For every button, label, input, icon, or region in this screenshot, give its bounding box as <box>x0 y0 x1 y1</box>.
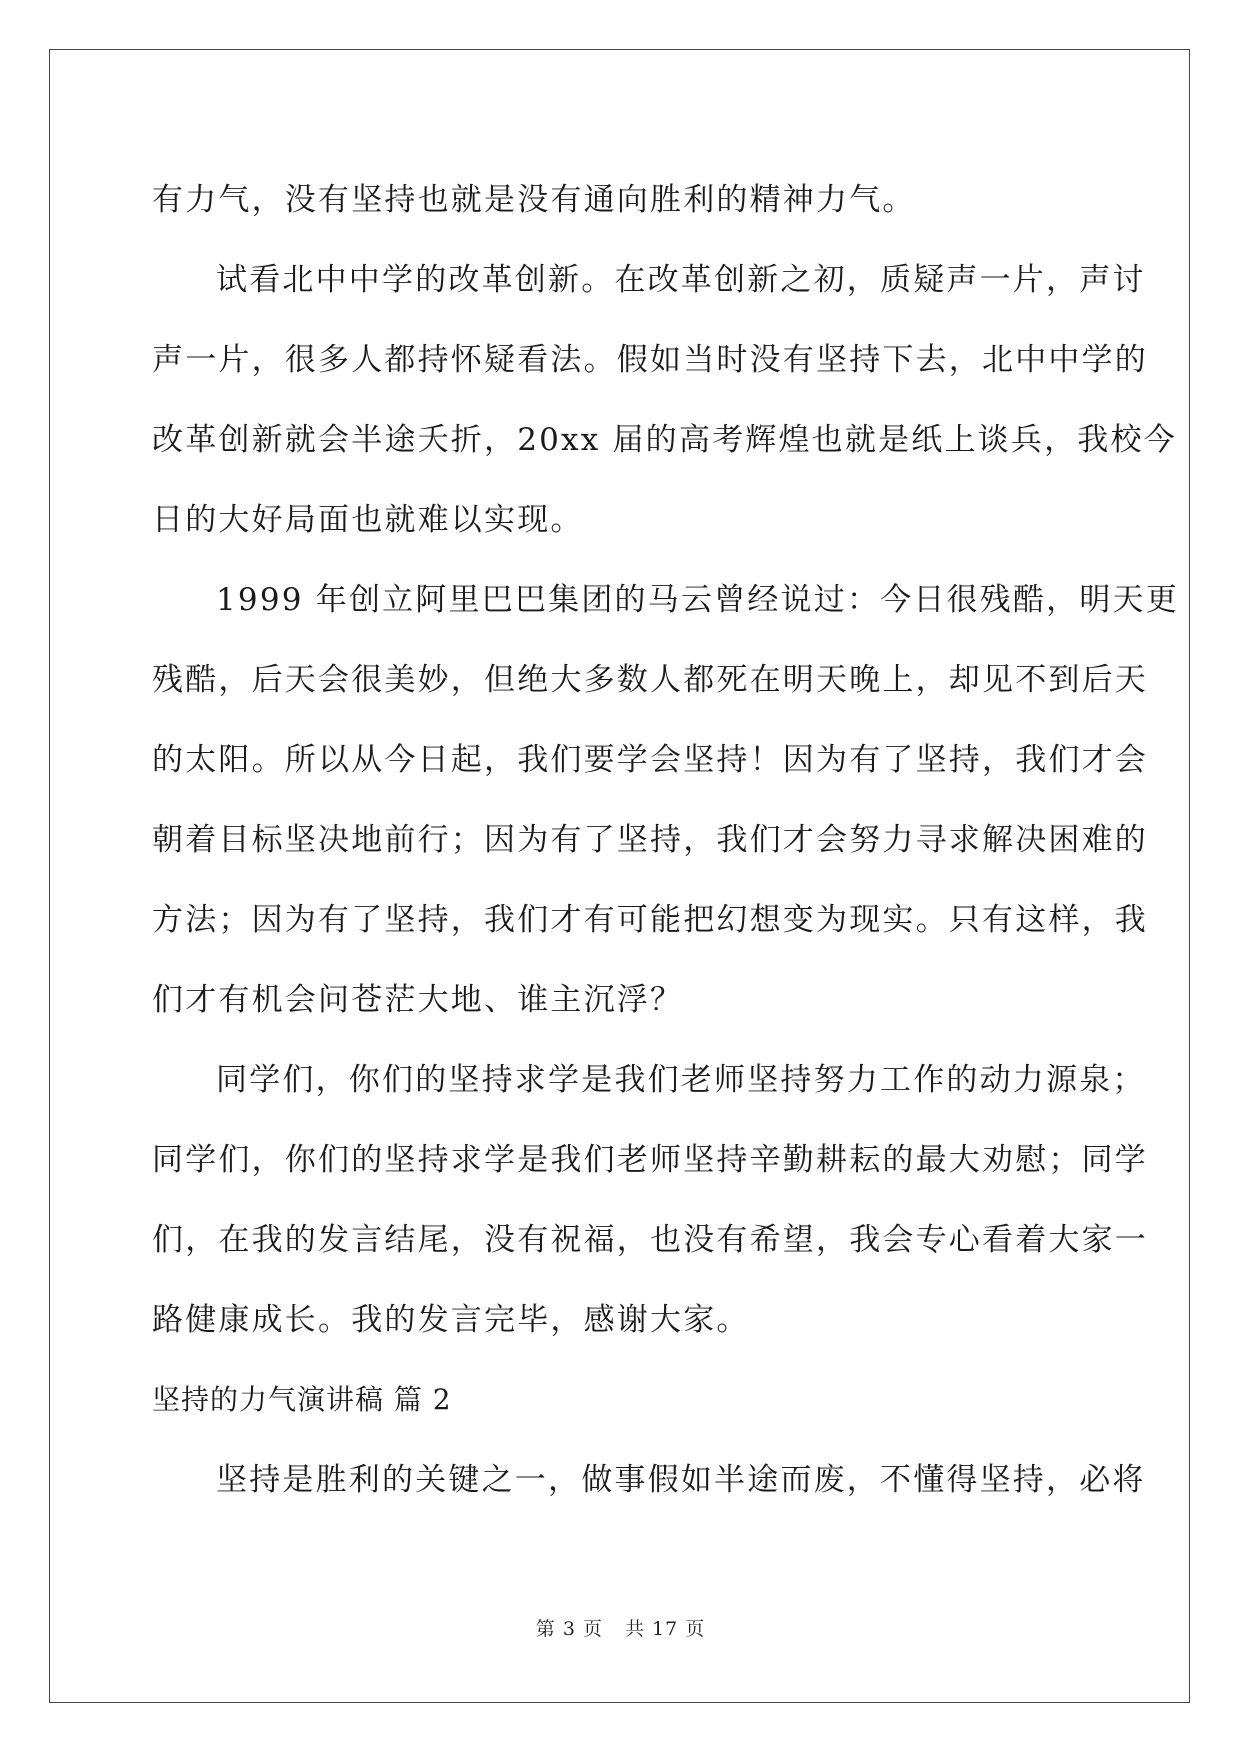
text-line: 日的大好局面也就难以实现。 <box>152 502 584 538</box>
text-line: 同学们，你们的坚持求学是我们老师坚持辛勤耕耘的最大劝慰；同学 <box>152 1142 1148 1178</box>
text-line: 声一片，很多人都持怀疑看法。假如当时没有坚持下去，北中中学的 <box>152 342 1148 378</box>
text-line: 方法；因为有了坚持，我们才有可能把幻想变为现实。只有这样，我 <box>152 902 1148 938</box>
page-number: 第 3 页 <box>535 1618 603 1640</box>
document-body <box>152 160 1179 1520</box>
text-line: 们才有机会问苍茫大地、谁主沉浮？ <box>152 982 684 1018</box>
page-total: 共 17 页 <box>624 1618 706 1640</box>
text-line: 残酷，后天会很美妙，但绝大多数人都死在明天晚上，却见不到后天 <box>152 662 1148 698</box>
section-heading: 坚持的力气演讲稿 篇 2 <box>152 1383 452 1416</box>
paragraph-start-line: 1999 年创立阿里巴巴集团的马云曾经说过：今日很残酷，明天更 <box>216 582 1179 618</box>
paragraph-start-line: 同学们，你们的坚持求学是我们老师坚持努力工作的动力源泉； <box>216 1062 1146 1098</box>
text-line: 们，在我的发言结尾，没有祝福，也没有希望，我会专心看着大家一 <box>152 1222 1148 1258</box>
text-line: 路健康成长。我的发言完毕，感谢大家。 <box>152 1302 750 1338</box>
page-footer <box>0 1614 1241 1641</box>
text-line: 改革创新就会半途夭折，20xx 届的高考辉煌也就是纸上谈兵，我校今 <box>152 422 1177 458</box>
text-line: 的太阳。所以从今日起，我们要学会坚持！因为有了坚持，我们才会 <box>152 742 1148 778</box>
paragraph-start-line: 坚持是胜利的关键之一，做事假如半途而废，不懂得坚持，必将 <box>216 1462 1146 1498</box>
paragraph-start-line: 试看北中中学的改革创新。在改革创新之初，质疑声一片，声讨 <box>216 262 1146 298</box>
text-line: 有力气，没有坚持也就是没有通向胜利的精神力气。 <box>152 182 916 218</box>
text-line: 朝着目标坚决地前行；因为有了坚持，我们才会努力寻求解决困难的 <box>152 822 1148 858</box>
